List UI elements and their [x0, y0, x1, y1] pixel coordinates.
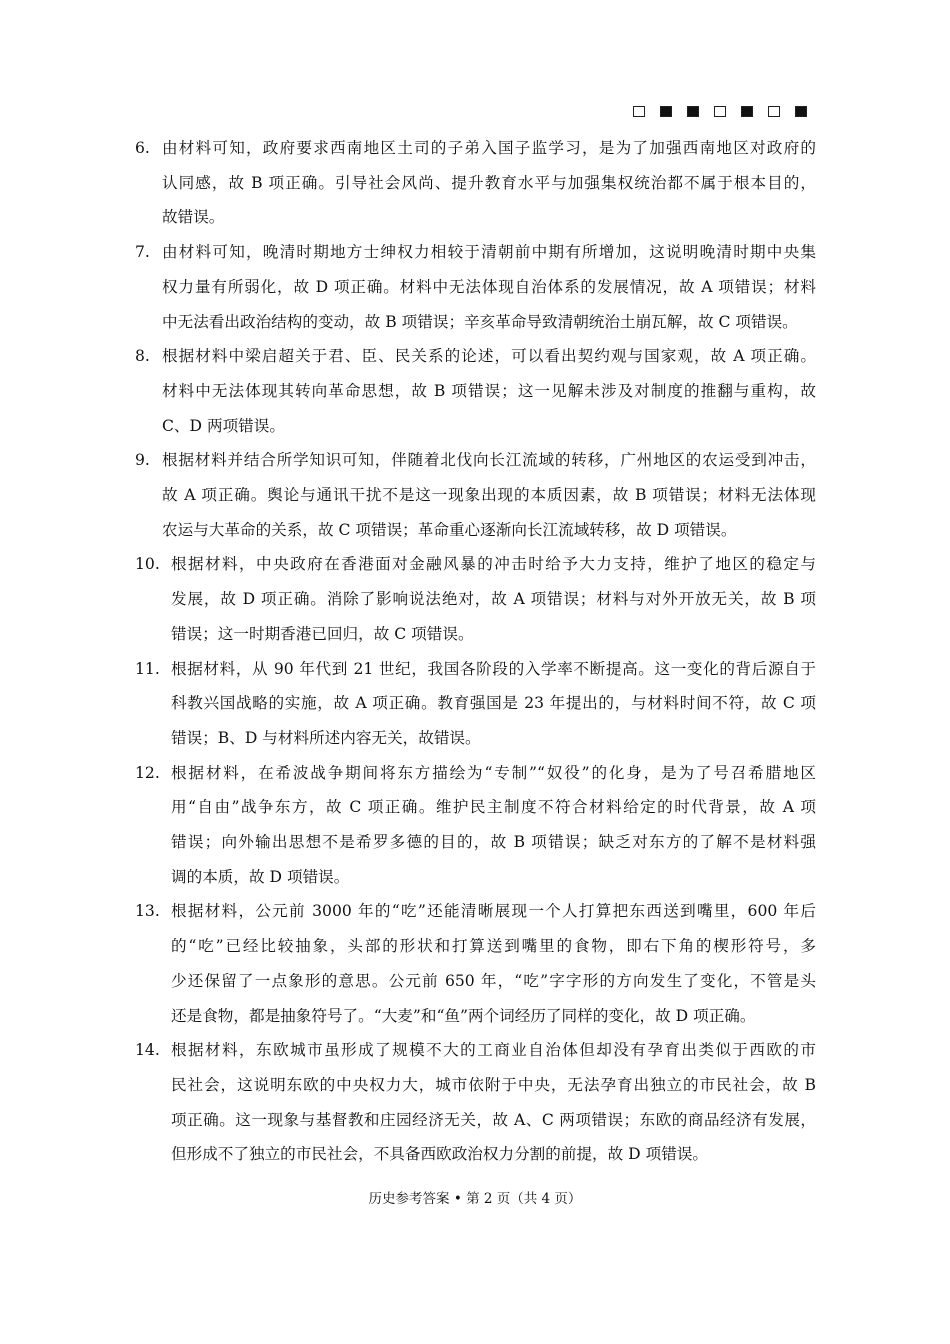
- answer-number: 9.: [135, 451, 150, 470]
- answer-text-line: 由材料可知，政府要求西南地区土司的子弟入国子监学习，是为了加强西南地区对政府的: [162, 139, 816, 157]
- answer-text-line: 认同感，故 B 项正确。引导社会风尚、提升教育水平与加强集权统治都不属于根本目的，: [162, 173, 816, 192]
- answer-item: [135, 131, 816, 235]
- answer-item: [135, 339, 816, 443]
- answer-number: 11.: [135, 659, 160, 678]
- header-mark: [741, 106, 753, 117]
- answer-text-line: 由材料可知，晚清时期地方士绅权力相较于清朝前中期有所增加，这说明晚清时期中央集: [162, 243, 816, 262]
- answer-text-line: 项正确。这一现象与基督教和庄园经济无关，故 A、C 两项错误；东欧的商品经济有发展，: [171, 1110, 816, 1129]
- answer-text-line: 根据材料，中央政府在香港面对金融风暴的冲击时给予大力支持，维护了地区的稳定与: [171, 555, 816, 574]
- answer-number: 8.: [135, 347, 150, 366]
- header-mark: [795, 106, 807, 117]
- answer-text-line: 错误；这一时期香港已回归，故 C 项错误。: [171, 624, 474, 643]
- answer-number: 14.: [135, 1041, 160, 1060]
- answer-item: [135, 235, 816, 339]
- answer-text-line: 权力量有所弱化，故 D 项正确。材料中无法体现自治体系的发展情况，故 A 项错误；材料: [162, 277, 816, 296]
- answer-text-line: 科教兴国战略的实施，故 A 项正确。教育强国是 23 年提出的，与材料时间不符，故 C 项: [171, 694, 816, 713]
- answer-item: [135, 894, 816, 1033]
- answer-text-line: 还是食物，都是抽象符号了。“大麦”和“鱼”两个词经历了同样的变化，故 D 项正确。: [171, 1006, 756, 1025]
- answer-text-line: 用“自由”战争东方，故 C 项正确。维护民主制度不符合材料给定的时代背景，故 A 项: [171, 798, 816, 817]
- answer-number: 6.: [135, 139, 150, 157]
- answer-text-line: 民社会，这说明东欧的中央权力大，城市依附于中央，无法孕育出独立的市民社会，故 B: [171, 1075, 816, 1094]
- answer-item: [135, 1033, 816, 1172]
- answer-text-line: C、D 两项错误。: [162, 416, 285, 435]
- answer-text-line: 根据材料，在希波战争期间将东方描绘为“专制”“奴役”的化身，是为了号召希腊地区: [171, 763, 816, 782]
- answer-item: [135, 652, 816, 756]
- header-mark: [633, 106, 645, 117]
- header-mark: [714, 106, 726, 117]
- answer-text-line: 中无法看出政治结构的变动，故 B 项错误；辛亥革命导致清朝统治土崩瓦解，故 C 项错误。: [162, 312, 798, 331]
- answer-text-line: 根据材料中梁启超关于君、臣、民关系的论述，可以看出契约观与国家观，故 A 项正确。: [162, 347, 816, 366]
- answer-item: [135, 756, 816, 895]
- answer-text-line: 根据材料并结合所学知识可知，伴随着北伐向长江流域的转移，广州地区的农运受到冲击，: [162, 451, 816, 470]
- header-mark: [687, 106, 699, 117]
- answer-text-line: 农运与大革命的关系，故 C 项错误；革命重心逐渐向长江流域转移，故 D 项错误。: [162, 520, 737, 539]
- answer-item: [135, 547, 816, 651]
- answer-number: 10.: [135, 555, 160, 574]
- answer-text-line: 根据材料，从 90 年代到 21 世纪，我国各阶段的入学率不断提高。这一变化的背后源自于: [171, 659, 816, 678]
- answer-text-line: 调的本质，故 D 项错误。: [171, 867, 350, 886]
- page-footer: 历史参考答案 • 第 2 页（共 4 页）: [368, 1191, 582, 1207]
- answer-text-line: 故错误。: [162, 208, 225, 227]
- header-mark: [660, 106, 672, 117]
- header-mark: [768, 106, 780, 117]
- answer-text-line: 材料中无法体现其转向革命思想，故 B 项错误；这一见解未涉及对制度的推翻与重构，故: [162, 381, 816, 400]
- answer-number: 12.: [135, 763, 160, 782]
- answer-number: 7.: [135, 243, 150, 262]
- answer-item: [135, 443, 816, 547]
- answer-text-line: 的“吃”已经比较抽象，头部的形状和打算送到嘴里的食物，即右下角的楔形符号，多: [171, 937, 816, 956]
- answer-text-line: 故 A 项正确。舆论与通讯干扰不是这一现象出现的本质因素，故 B 项错误；材料无法体现: [162, 486, 816, 505]
- answer-number: 13.: [135, 902, 160, 921]
- answer-text-line: 但形成不了独立的市民社会，不具备西欧政治权力分割的前提，故 D 项错误。: [171, 1145, 709, 1164]
- answer-list: [135, 131, 816, 1172]
- answer-text-line: 发展，故 D 项正确。消除了影响说法绝对，故 A 项错误；材料与对外开放无关，故 B 项: [171, 590, 816, 609]
- answer-text-line: 少还保留了一点象形的意思。公元前 650 年，“吃”字字形的方向发生了变化，不管是头: [171, 971, 816, 990]
- answer-text-line: 错误；B、D 与材料所述内容无关，故错误。: [171, 728, 481, 747]
- answer-text-line: 根据材料，东欧城市虽形成了规模不大的工商业自治体但却没有孕育出类似于西欧的市: [171, 1041, 816, 1060]
- header-marks: [633, 106, 807, 117]
- answer-text-line: 根据材料，公元前 3000 年的“吃”还能清晰展现一个人打算把东西送到嘴里，600 年后: [171, 902, 816, 921]
- answer-text-line: 错误；向外输出思想不是希罗多德的目的，故 B 项错误；缺乏对东方的了解不是材料强: [171, 833, 816, 852]
